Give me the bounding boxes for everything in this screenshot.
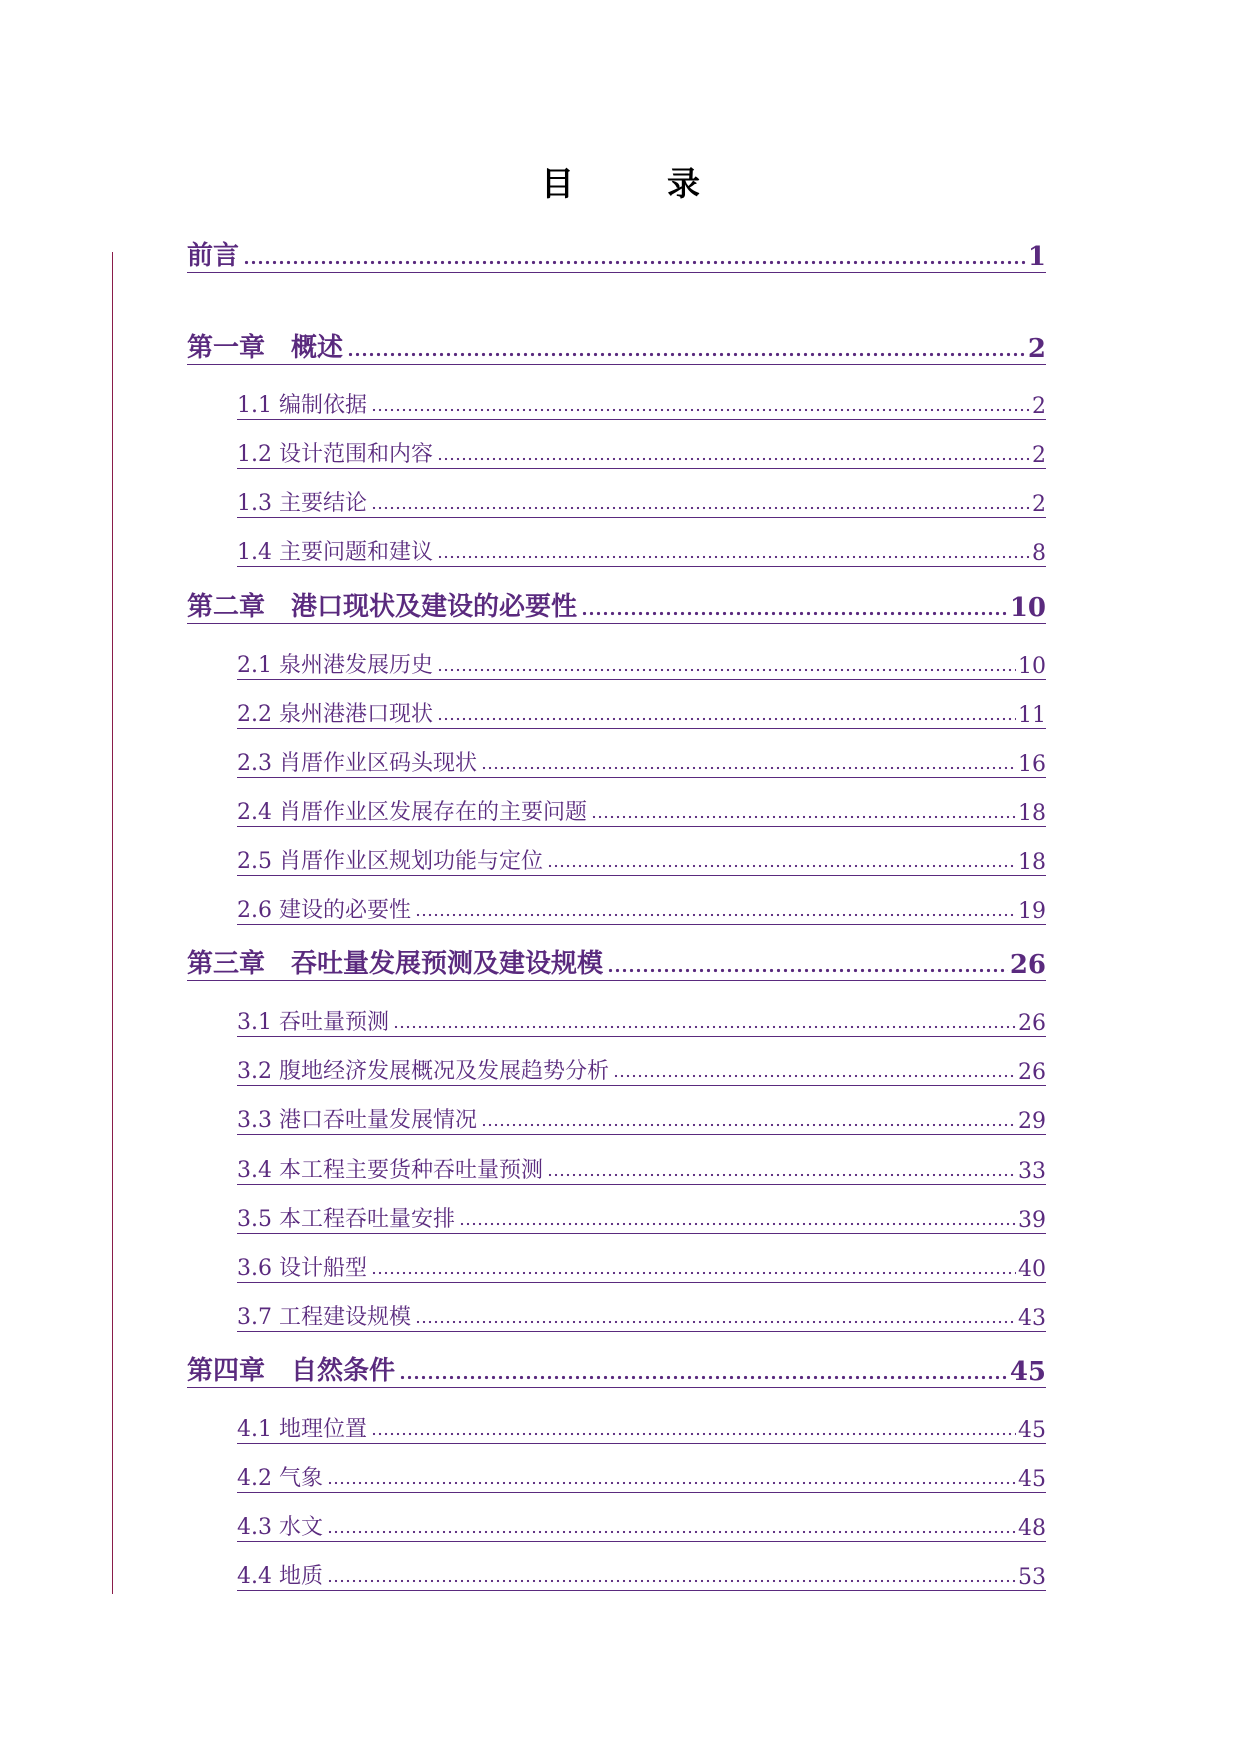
toc-entry-label: 4.3 水文 bbox=[237, 1515, 323, 1540]
toc-entry-label: 第一章 概述 bbox=[187, 333, 344, 363]
toc-entry-section[interactable] bbox=[237, 896, 1046, 925]
dot-leader bbox=[415, 1297, 1016, 1325]
toc-entry-page: 1 bbox=[1027, 242, 1046, 272]
toc-entry-label: 第三章 吞吐量发展预测及建设规模 bbox=[187, 949, 604, 979]
dot-leader bbox=[437, 645, 1016, 673]
toc-entry-label: 4.1 地理位置 bbox=[237, 1417, 367, 1442]
toc-entry-label: 1.4 主要问题和建议 bbox=[237, 540, 433, 565]
toc-entry-label: 4.2 气象 bbox=[237, 1466, 323, 1491]
toc-entry-chapter[interactable] bbox=[187, 238, 1046, 273]
toc-entry-label: 1.3 主要结论 bbox=[237, 491, 367, 516]
dot-leader bbox=[459, 1199, 1016, 1227]
dot-leader bbox=[437, 434, 1030, 462]
toc-entry-page: 2 bbox=[1027, 334, 1046, 364]
toc-entry-label: 2.3 肖厝作业区码头现状 bbox=[237, 751, 477, 776]
toc-entry-page: 10 bbox=[1009, 593, 1046, 623]
toc-entry-chapter[interactable] bbox=[187, 330, 1046, 365]
toc-entry-page: 53 bbox=[1018, 1565, 1046, 1590]
dot-leader bbox=[581, 583, 1008, 617]
toc-entry-label: 3.3 港口吞吐量发展情况 bbox=[237, 1108, 477, 1133]
dot-leader bbox=[243, 232, 1026, 266]
dot-leader bbox=[437, 532, 1030, 560]
toc-entry-section[interactable] bbox=[237, 1254, 1046, 1283]
toc-entry-section[interactable] bbox=[237, 651, 1046, 680]
dot-leader bbox=[327, 1507, 1016, 1535]
toc-entry-section[interactable] bbox=[237, 1562, 1046, 1591]
dot-leader bbox=[347, 324, 1026, 358]
toc-entry-page: 18 bbox=[1018, 850, 1046, 875]
toc-entry-page: 19 bbox=[1018, 899, 1046, 924]
toc-entry-label: 3.5 本工程吞吐量安排 bbox=[237, 1207, 455, 1232]
toc-entry-page: 26 bbox=[1018, 1011, 1046, 1036]
toc-entry-label: 3.7 工程建设规模 bbox=[237, 1305, 411, 1330]
toc-entry-page: 18 bbox=[1018, 801, 1046, 826]
toc-entry-label: 1.2 设计范围和内容 bbox=[237, 442, 433, 467]
toc-entry-label: 2.4 肖厝作业区发展存在的主要问题 bbox=[237, 800, 587, 825]
toc-entry-chapter[interactable] bbox=[187, 946, 1046, 981]
toc-entry-page: 33 bbox=[1018, 1159, 1046, 1184]
toc-entry-page: 43 bbox=[1018, 1306, 1046, 1331]
toc-entry-page: 2 bbox=[1032, 394, 1046, 419]
toc-entry-chapter[interactable] bbox=[187, 1353, 1046, 1388]
toc-entry-page: 45 bbox=[1009, 1357, 1046, 1387]
toc-entry-section[interactable] bbox=[237, 749, 1046, 778]
toc-entry-chapter[interactable] bbox=[187, 589, 1046, 624]
toc-entry-section[interactable] bbox=[237, 700, 1046, 729]
dot-leader bbox=[371, 1409, 1016, 1437]
dot-leader bbox=[613, 1051, 1016, 1079]
toc-entry-section[interactable] bbox=[237, 1106, 1046, 1135]
dot-leader bbox=[399, 1347, 1008, 1381]
toc-entry-section[interactable] bbox=[237, 440, 1046, 469]
dot-leader bbox=[481, 743, 1016, 771]
dot-leader bbox=[371, 385, 1030, 413]
toc-entry-page: 2 bbox=[1032, 443, 1046, 468]
toc-entry-label: 第四章 自然条件 bbox=[187, 1356, 396, 1386]
toc-entry-label: 4.4 地质 bbox=[237, 1564, 323, 1589]
toc-entry-section[interactable] bbox=[237, 798, 1046, 827]
toc-entry-section[interactable] bbox=[237, 1303, 1046, 1332]
toc-entry-section[interactable] bbox=[237, 1464, 1046, 1493]
dot-leader bbox=[327, 1556, 1016, 1584]
toc-entry-section[interactable] bbox=[237, 1513, 1046, 1542]
toc-entry-label: 前言 bbox=[187, 241, 240, 271]
dot-leader bbox=[481, 1100, 1016, 1128]
toc-entry-page: 48 bbox=[1018, 1516, 1046, 1541]
toc-entry-section[interactable] bbox=[237, 391, 1046, 420]
toc-entry-page: 26 bbox=[1009, 950, 1046, 980]
toc-entry-label: 1.1 编制依据 bbox=[237, 393, 367, 418]
toc-entry-section[interactable] bbox=[237, 1415, 1046, 1444]
dot-leader bbox=[547, 841, 1016, 869]
dot-leader bbox=[393, 1002, 1016, 1030]
dot-leader bbox=[371, 1248, 1016, 1276]
toc-entry-section[interactable] bbox=[237, 1057, 1046, 1086]
toc-entry-label: 3.6 设计船型 bbox=[237, 1256, 367, 1281]
toc-entry-label: 3.2 腹地经济发展概况及发展趋势分析 bbox=[237, 1059, 609, 1084]
dot-leader bbox=[327, 1458, 1016, 1486]
page-title: 目 录 bbox=[541, 164, 730, 203]
toc-entry-page: 39 bbox=[1018, 1208, 1046, 1233]
toc-entry-page: 40 bbox=[1018, 1257, 1046, 1282]
toc-entry-label: 2.1 泉州港发展历史 bbox=[237, 653, 433, 678]
dot-leader bbox=[591, 792, 1016, 820]
toc-entry-section[interactable] bbox=[237, 538, 1046, 567]
toc-entry-page: 2 bbox=[1032, 492, 1046, 517]
toc-entry-page: 8 bbox=[1032, 541, 1046, 566]
toc-entry-label: 2.2 泉州港港口现状 bbox=[237, 702, 433, 727]
toc-entry-label: 3.4 本工程主要货种吞吐量预测 bbox=[237, 1158, 543, 1183]
toc-entry-section[interactable] bbox=[237, 847, 1046, 876]
toc-entry-section[interactable] bbox=[237, 1156, 1046, 1185]
dot-leader bbox=[547, 1150, 1016, 1178]
dot-leader bbox=[371, 483, 1030, 511]
toc-entry-section[interactable] bbox=[237, 1205, 1046, 1234]
dot-leader bbox=[415, 890, 1016, 918]
toc-entry-page: 29 bbox=[1018, 1109, 1046, 1134]
toc-entry-section[interactable] bbox=[237, 489, 1046, 518]
toc-entry-label: 3.1 吞吐量预测 bbox=[237, 1010, 389, 1035]
dot-leader bbox=[437, 694, 1016, 722]
toc-entry-page: 11 bbox=[1018, 703, 1046, 728]
toc-entry-section[interactable] bbox=[237, 1008, 1046, 1037]
toc-entry-page: 10 bbox=[1018, 654, 1046, 679]
toc-entry-label: 第二章 港口现状及建设的必要性 bbox=[187, 592, 578, 622]
toc-entry-label: 2.6 建设的必要性 bbox=[237, 898, 411, 923]
toc-entry-page: 45 bbox=[1018, 1418, 1046, 1443]
dot-leader bbox=[607, 940, 1008, 974]
toc-entry-label: 2.5 肖厝作业区规划功能与定位 bbox=[237, 849, 543, 874]
toc-entry-page: 16 bbox=[1018, 752, 1046, 777]
toc-entry-page: 45 bbox=[1018, 1467, 1046, 1492]
toc-entry-page: 26 bbox=[1018, 1060, 1046, 1085]
